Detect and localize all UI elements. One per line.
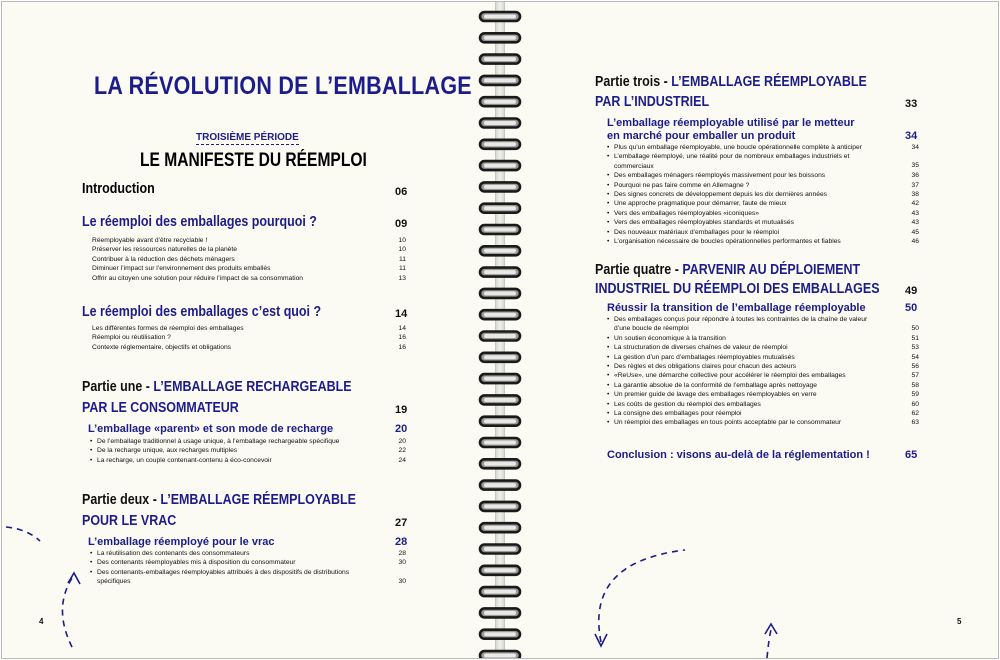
list-item: • Un réemploi des emballages en tous points acceptable par le consommateur 63: [607, 418, 919, 427]
list-item: • Des règles et des obligations claires pour chacun des acteurs 56: [607, 362, 919, 371]
list-item: Contexte réglementaire, objectifs et obligations 16: [92, 343, 406, 351]
list-item: • Des emballages ménagers réemployés massivement pour les boissons 36: [607, 171, 919, 180]
toc-sub-part-two: L’emballage réemployé pour le vrac: [88, 536, 275, 548]
toc-heading-why: Le réemploi des emballages pourquoi ?: [82, 214, 317, 230]
toc-list-part-three: [607, 143, 919, 246]
toc-subpage-part-four: 50: [905, 302, 918, 314]
dashed-arrow-icon: [2, 517, 152, 658]
list-item: • Les coûts de gestion du réemploi des emballages 60: [607, 400, 919, 409]
page-number: 4: [39, 617, 44, 626]
toc-heading-part-two: Partie deux - L’EMBALLAGE RÉEMPLOYABLE: [82, 492, 356, 508]
list-item: • De la recharge unique, aux recharges multiples 22: [90, 446, 406, 455]
toc-page-what: 14: [395, 308, 408, 320]
toc-list-part-four: [607, 315, 919, 428]
list-item: • «ReUse», une démarche collective pour accélérer le réemploi des emballages 57: [607, 371, 919, 380]
list-item: Offrir au citoyen une solution pour réduire l’impact de sa consommation 13: [92, 274, 406, 282]
toc-heading-part-two-line2: POUR LE VRAC: [82, 513, 177, 529]
toc-subpage-part-two: 28: [395, 536, 408, 548]
list-item: • Un soutien économique à la transition 51: [607, 334, 919, 343]
list-item: • La gestion d’un parc d’emballages réemployables mutualisés 54: [607, 353, 919, 362]
list-item: • La consigne des emballages pour réemploi 62: [607, 409, 919, 418]
toc-sub-part-four: Réussir la transition de l’emballage réemployable: [607, 302, 866, 314]
list-item: Préserver les ressources naturelles de la planète 10: [92, 246, 406, 254]
toc-page-part-one: 19: [395, 404, 408, 416]
list-item: • Vers des emballages réemployables «iconiques» 43: [607, 209, 919, 218]
list-item: Contribuer à la réduction des déchets ménagers 11: [92, 255, 406, 263]
toc-heading-conclusion: Conclusion : visons au-delà de la réglementation !: [607, 449, 870, 461]
list-item: • Une approche pragmatique pour démarrer, faute de mieux 42: [607, 199, 919, 208]
list-item: • Plus qu’un emballage réemployable, une boucle opérationnelle complète à anticiper 34: [607, 143, 919, 152]
page-number: 5: [957, 617, 962, 626]
book-title: LA RÉVOLUTION DE L’EMBALLAGE: [94, 72, 472, 100]
toc-heading-part-one-line2: PAR LE CONSOMMATEUR: [82, 400, 239, 416]
list-item: • La recharge, un couple contenant-contenu à éco-concevoir 24: [90, 456, 406, 465]
toc-sub-part-three-line2: en marché pour emballer un produit: [607, 130, 796, 142]
toc-subpage-part-one: 20: [395, 423, 408, 435]
section-title: LE MANIFESTE DU RÉEMPLOI: [140, 150, 367, 171]
toc-sub-part-one: L’emballage «parent» et son mode de recharge: [88, 423, 334, 435]
list-item: Réemploi ou réutilisation ? 16: [92, 334, 406, 342]
toc-list-why: [92, 236, 406, 283]
list-item: • Des signes concrets de développement depuis les dix dernières années 38: [607, 190, 919, 199]
list-item: • L’organisation nécessaire de boucles opérationnelles performantes et fiables 46: [607, 237, 919, 246]
right-page: [505, 2, 999, 658]
toc-heading-part-one: Partie une - L’EMBALLAGE RECHARGEABLE: [82, 379, 352, 395]
toc-page-part-two: 27: [395, 517, 408, 529]
toc-heading-what: Le réemploi des emballages c’est quoi ?: [82, 304, 322, 320]
list-item: • La réutilisation des contenants des consommateurs 28: [90, 549, 406, 558]
list-item: • L’emballage réemployé, une réalité pour de nombreux emballages industriels et commerciaux 35: [607, 152, 919, 171]
list-item: • Des contenants-emballages réemployables attribués à des dispositifs de distributions spécifiques 30: [90, 568, 406, 587]
toc-heading-part-three: Partie trois - L’EMBALLAGE RÉEMPLOYABLE: [595, 74, 867, 90]
toc-sub-part-three-line1: L’emballage réemployable utilisé par le metteur: [607, 117, 855, 129]
list-item: • Vers des emballages réemployables standards et mutualisés 43: [607, 218, 919, 227]
period-label: TROISIÈME PÉRIODE: [196, 132, 299, 143]
list-item: • Des emballages conçus pour répondre à toutes les contraintes de la chaîne de valeur d’une boucle de réemploi 50: [607, 315, 919, 334]
toc-list-what: [92, 324, 406, 352]
list-item: Réemployable avant d’être recyclable ! 10: [92, 237, 406, 244]
book-spread: [1, 1, 999, 659]
list-item: • De l’emballage traditionnel à usage unique, à l’emballage rechargeable spécifique 20: [90, 437, 406, 446]
toc-heading-part-three-line2: PAR L’INDUSTRIEL: [595, 94, 710, 110]
list-item: • La structuration de diverses chaînes de valeur de réemploi 53: [607, 343, 919, 352]
list-item: • Des contenants réemployables mis à disposition du consommateur 30: [90, 558, 406, 567]
toc-page-part-three: 33: [905, 98, 918, 110]
list-item: • Des nouveaux matériaux d’emballages pour le réemploi 45: [607, 228, 919, 237]
left-page: [2, 2, 495, 658]
list-item: • Un premier guide de lavage des emballages réemployables en verre 59: [607, 390, 919, 399]
toc-page-introduction: 06: [395, 186, 408, 198]
toc-page-why: 09: [395, 218, 408, 230]
list-item: Les différentes formes de réemploi des emballages 14: [92, 325, 406, 332]
list-item: • Pourquoi ne pas faire comme en Allemagne ? 37: [607, 181, 919, 190]
list-item: • La garantie absolue de la conformité de l’emballage après nettoyage 58: [607, 381, 919, 390]
dashed-arrow-icon: [585, 542, 785, 658]
toc-subpage-part-three: 34: [905, 130, 918, 142]
toc-heading-introduction: Introduction: [82, 181, 155, 197]
toc-page-conclusion: 65: [905, 449, 918, 461]
toc-list-part-one: [90, 437, 406, 465]
toc-heading-part-four: Partie quatre - PARVENIR AU DÉPLOIEMENT: [595, 262, 861, 278]
list-item: Diminuer l’impact sur l’environnement des produits emballés 11: [92, 265, 406, 273]
toc-heading-part-four-line2: INDUSTRIEL DU RÉEMPLOI DES EMBALLAGES: [595, 281, 880, 297]
toc-page-part-four: 49: [905, 285, 918, 297]
